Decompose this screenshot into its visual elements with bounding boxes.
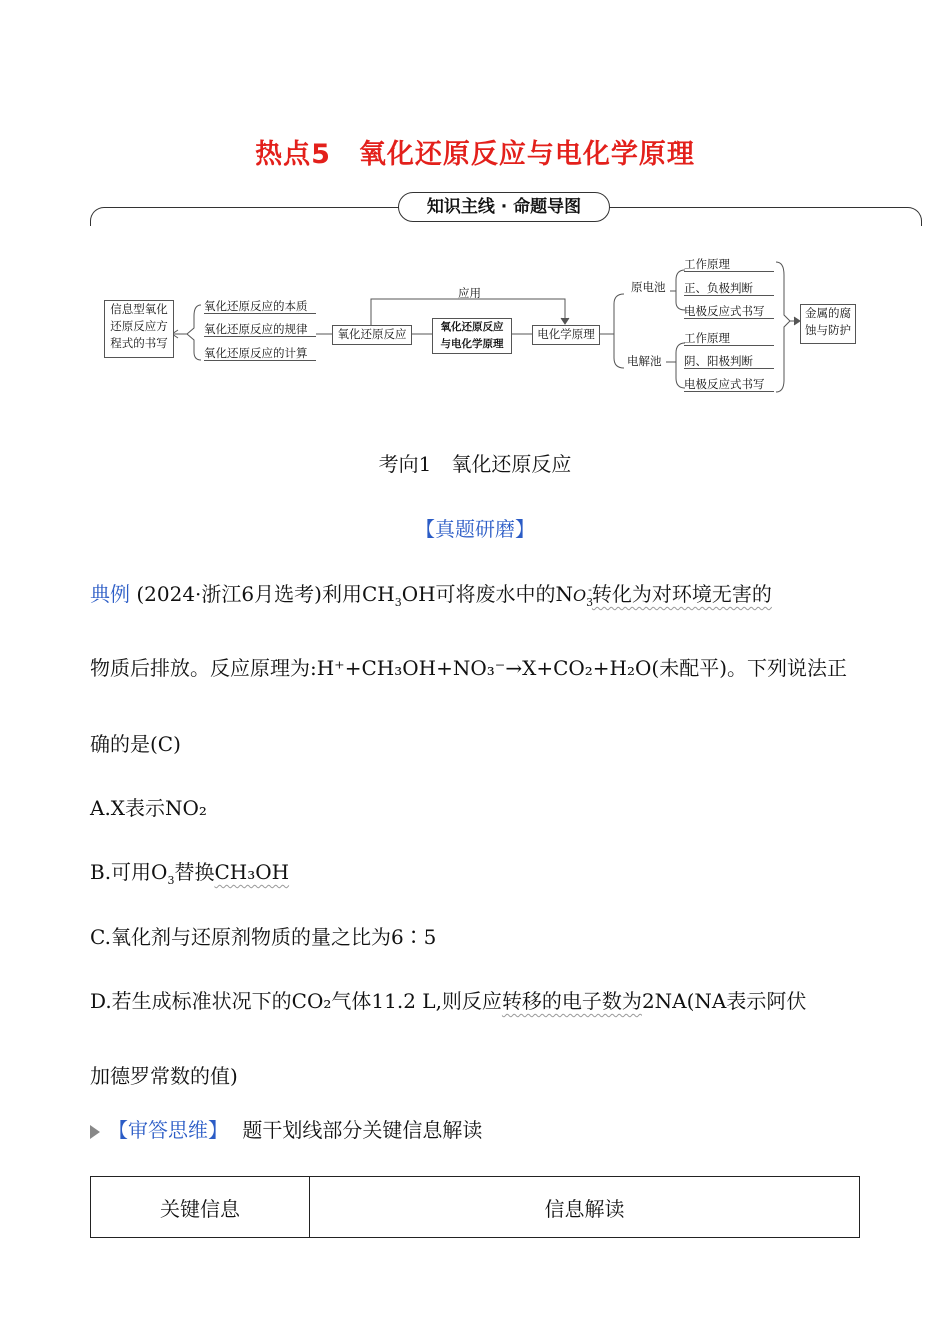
thinking-text: 题干划线部分关键信息解读 [242,1118,483,1142]
redox-box: 氧化还原反应 [332,325,412,345]
info-table [90,1176,860,1238]
option-b: B.可用$O_3$替换CH₃OH [90,860,290,887]
option-d: D.若生成标准状况下的CO₂气体11.2 L,则反应转移的电子数为2NA(NA表示阿伏 [90,989,807,1013]
battery-item: 正、负极判断 [684,281,774,296]
example-line-1: 典例 (2024·浙江6月选考)利用$CH_3OH$可将废水中的$NO_3^-$转化为对环境无害的 [90,582,772,609]
electrolysis-item: 阴、阳极判断 [684,354,774,369]
table-header: 关键信息 [91,1177,310,1238]
battery-item: 电极反应式书写 [684,304,774,319]
left-item: 氧化还原反应的本质 [204,299,316,314]
battery-label: 原电池 [631,280,666,294]
example-label: 典例 [90,582,130,606]
option-a: A.X表示NO₂ [90,796,207,820]
section-heading: 考向1 氧化还原反应 [378,452,572,476]
option-d-cont: 加德罗常数的值) [90,1064,238,1088]
electrolysis-item: 工作原理 [684,331,774,346]
left-item: 氧化还原反应的计算 [204,346,316,361]
banner-label: 知识主线 · 命题导图 [398,192,610,222]
page-title: 热点5 氧化还原反应与电化学原理 [255,139,695,170]
apply-label: 应用 [458,286,481,300]
table-row [91,1177,860,1238]
thinking-row [90,1114,482,1143]
center-box: 氧化还原反应 与电化学原理 [432,318,512,354]
table-header: 信息解读 [310,1177,860,1238]
example-line-3: 确的是(C) [90,732,181,756]
battery-item: 工作原理 [684,257,774,272]
electrolysis-label: 电解池 [627,354,662,368]
sub-heading: 【真题研磨】 [415,517,535,541]
left-box: 信息型氧化 还原反应方 程式的书写 [104,300,174,358]
triangle-icon [90,1125,100,1139]
left-item: 氧化还原反应的规律 [204,322,316,337]
thinking-label: 【审答思维】 [108,1118,228,1142]
option-c: C.氧化剂与还原剂物质的量之比为6∶5 [90,925,437,949]
electrolysis-item: 电极反应式书写 [684,377,774,392]
right-box: 金属的腐 蚀与防护 [800,304,856,344]
example-line-2: 物质后排放。反应原理为:H⁺+CH₃OH+NO₃⁻→X+CO₂+H₂O(未配平)。下列说法正 [90,656,848,680]
electro-box: 电化学原理 [532,325,600,345]
